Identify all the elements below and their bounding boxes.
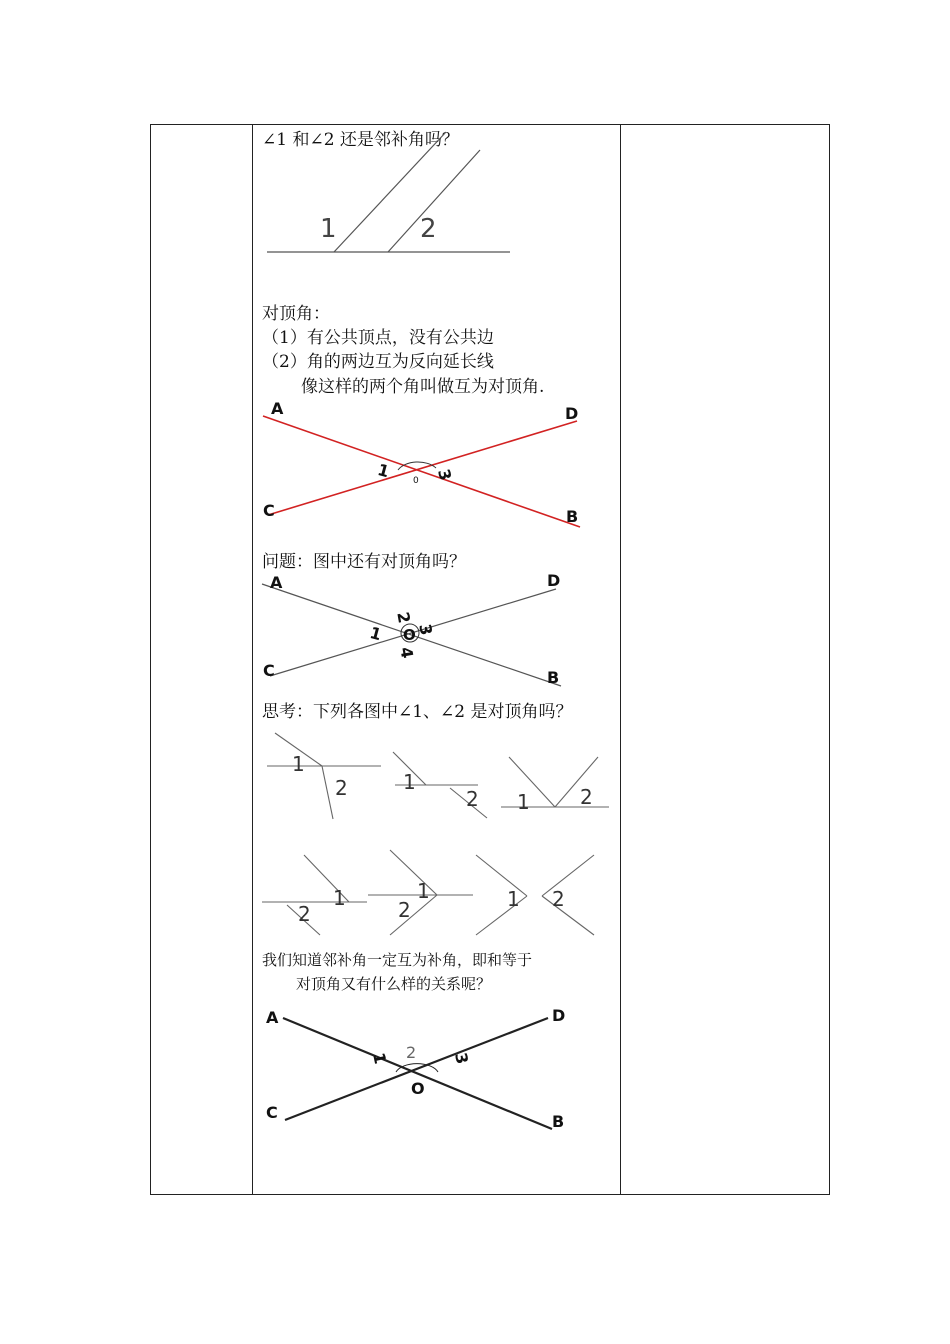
think3-label-2: 2 — [580, 785, 593, 809]
question-more-vertical-angles: 问题：图中还有对顶角吗？ — [262, 552, 466, 572]
fig3-label-A: A — [270, 573, 283, 592]
adjacent-question: ∠1 和∠2 还是邻补角吗？ — [262, 130, 459, 150]
fig4-label-angle-2: 2 — [406, 1043, 417, 1062]
think6-label-2: 2 — [552, 887, 565, 911]
vertical-angle-condition-1: （1）有公共顶点，没有公共边 — [262, 328, 494, 348]
fig3-label-D: D — [547, 571, 561, 590]
think6-label-1: 1 — [507, 887, 520, 911]
think5-label-2: 2 — [398, 898, 411, 922]
known-fact-line-1: 我们知道邻补角一定互为补角，即和等于 — [262, 951, 533, 969]
fig4-label-O: O — [411, 1079, 425, 1098]
fig3-label-B: B — [547, 668, 560, 687]
think1-label-1: 1 — [292, 752, 305, 776]
fig2-label-A: A — [271, 399, 284, 418]
think-figures-row1 — [267, 733, 609, 819]
vertical-angle-condition-2: （2）角的两边互为反向延长线 — [262, 352, 494, 372]
fig1-label-1: 1 — [320, 214, 337, 244]
fig4-label-A: A — [266, 1008, 279, 1027]
think-question: 思考：下列各图中∠1、∠2 是对顶角吗？ — [262, 702, 573, 722]
fig4-label-D: D — [552, 1006, 566, 1025]
figure-vertical-angles-red — [263, 416, 580, 527]
think4-label-2: 2 — [298, 902, 311, 926]
fig3-label-angle-2: 2 — [393, 610, 414, 625]
fig1-label-2: 2 — [420, 214, 437, 244]
fig3-label-C: C — [263, 661, 275, 680]
fig2-label-angle-3: 3 — [434, 466, 456, 483]
think1-label-2: 2 — [335, 776, 348, 800]
fig2-label-D: D — [565, 404, 579, 423]
think2-label-2: 2 — [466, 787, 479, 811]
fig2-label-B: B — [566, 507, 579, 526]
vertical-angle-title: 对顶角： — [262, 304, 330, 324]
fig2-label-C: C — [263, 501, 275, 520]
fig4-label-angle-3: 3 — [451, 1050, 473, 1066]
known-fact-line-2: 对顶角又有什么样的关系呢？ — [296, 975, 492, 993]
fig4-label-angle-1: 1 — [369, 1050, 391, 1066]
think2-label-1: 1 — [403, 770, 416, 794]
think3-label-1: 1 — [517, 790, 530, 814]
fig4-label-B: B — [552, 1112, 565, 1131]
figure-adjacent-angles — [267, 132, 510, 252]
fig2-label-angle-1: 1 — [375, 460, 392, 482]
figure-angle-relationship — [283, 1018, 552, 1129]
think5-label-1: 1 — [417, 879, 430, 903]
fig3-label-angle-4: 4 — [396, 645, 417, 660]
fig3-label-angle-1: 1 — [367, 623, 384, 645]
fig3-label-O: O — [403, 626, 416, 644]
fig2-label-O: 0 — [413, 476, 419, 486]
think4-label-1: 1 — [333, 886, 346, 910]
vertical-angle-definition: 像这样的两个角叫做互为对顶角. — [301, 377, 545, 397]
fig4-label-C: C — [266, 1103, 278, 1122]
fig3-label-angle-3: 3 — [415, 622, 436, 637]
